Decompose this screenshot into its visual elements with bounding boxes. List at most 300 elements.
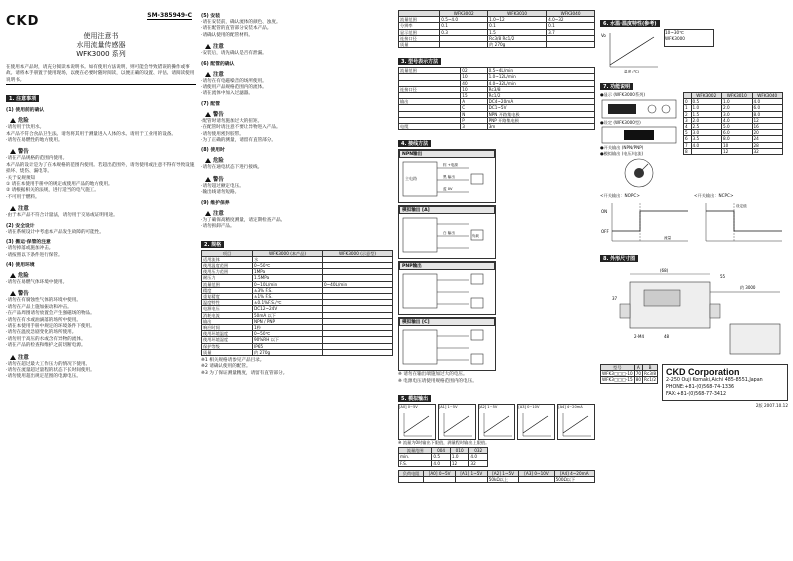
wiring-diagram bbox=[398, 205, 496, 259]
analog-chart-plot bbox=[399, 411, 434, 439]
table-cell: 0.5 bbox=[691, 99, 721, 105]
table-cell: DC4~20mA bbox=[487, 99, 594, 105]
list-item: ·请按照以下条件进行保管。 bbox=[6, 252, 63, 258]
list-item: ·请勿拆卸产品。 bbox=[201, 224, 235, 230]
full-scale-table bbox=[398, 447, 488, 467]
table-cell: 6.0 bbox=[752, 105, 783, 111]
caution-list bbox=[201, 218, 393, 231]
list-item: ·安装后，请先确认是否有泄漏。 bbox=[201, 51, 267, 57]
svg-text:(68): (68) bbox=[660, 267, 669, 273]
table-row bbox=[399, 42, 595, 48]
list-item: ·请在本使用手册中规定的环境条件下使用。 bbox=[6, 323, 95, 329]
table-header-cell: [A2] 1~5V bbox=[487, 470, 519, 476]
analog-chart bbox=[478, 404, 516, 440]
table-cell: 4.0~32 bbox=[547, 17, 595, 23]
range-table bbox=[398, 10, 595, 48]
table-cell: 02 bbox=[461, 68, 487, 74]
list-item: ·为了正确的测量，请留有直管部分。 bbox=[201, 138, 276, 144]
caution-heading: 注意 bbox=[205, 42, 393, 50]
table-cell: 流量范围 bbox=[202, 281, 253, 287]
table-cell: 28 bbox=[752, 142, 783, 148]
table-cell: 3m bbox=[487, 124, 594, 130]
table-cell: C bbox=[461, 105, 487, 111]
temp-ylabel: Vo bbox=[601, 33, 606, 38]
table-cell: 0.5 bbox=[432, 454, 451, 460]
table-cell bbox=[519, 477, 554, 483]
list-item: ·请勿在有水或油滴落的场所中使用。 bbox=[6, 317, 81, 323]
table-cell: 50kΩ以上 bbox=[487, 477, 519, 483]
subsection-heading: (4) 使用环境 bbox=[6, 262, 35, 268]
svg-text:ON: ON bbox=[601, 208, 608, 214]
column-2 bbox=[201, 10, 393, 555]
table-cell: 使用环境湿度 bbox=[202, 337, 253, 343]
install-list bbox=[201, 20, 393, 39]
table-cell: Rc1/2 bbox=[487, 93, 594, 99]
list-item: ·请勿在有腐蚀性气体的环境中使用。 bbox=[6, 298, 81, 304]
table-cell: 使用压力范围 bbox=[202, 269, 253, 275]
safety-design-list bbox=[6, 230, 196, 236]
table-cell: 响应时间 bbox=[202, 324, 253, 330]
analog-chart-title: [A4] 4~20mA bbox=[558, 405, 583, 410]
list-item: ·请勿在超过最大工作压力的情况下使用。 bbox=[6, 361, 91, 367]
svg-text:37: 37 bbox=[612, 295, 618, 301]
wiring-schematic bbox=[399, 214, 493, 258]
table-cell: 耐压力 bbox=[202, 275, 253, 281]
analog-output-line bbox=[444, 416, 469, 433]
table-cell: 0~50℃ bbox=[253, 262, 323, 268]
table-cell: 约 270g bbox=[253, 349, 323, 355]
list-item: ② 请根据相关的法规，进行适当的电气施工。 bbox=[6, 188, 99, 194]
list-item: ·请勿在易燃性的地方使用。 bbox=[6, 138, 63, 144]
warning-triangle-icon bbox=[205, 211, 211, 216]
svg-text:2-M4: 2-M4 bbox=[634, 333, 644, 339]
table-header-cell: WFK3002 bbox=[691, 93, 721, 99]
caution-list bbox=[6, 362, 196, 381]
list-item: ·请使用产品规格范围内的流体。 bbox=[201, 85, 267, 91]
warning-triangle-icon bbox=[10, 149, 16, 154]
table-cell bbox=[323, 349, 393, 355]
table-cell: 1.0 bbox=[722, 99, 752, 105]
svg-text:负载: 负载 bbox=[472, 234, 479, 239]
table-cell: 15 bbox=[461, 93, 487, 99]
setting-table bbox=[683, 92, 783, 155]
svg-text:流量: 流量 bbox=[664, 235, 672, 240]
document-title bbox=[6, 32, 196, 59]
dimension-drawing bbox=[600, 264, 786, 362]
wiring-title: 模拟输出 [A] bbox=[399, 206, 495, 214]
table-row bbox=[399, 124, 595, 130]
list-item: ·请勿在易燃气体环境中使用。 bbox=[6, 279, 68, 285]
warning-triangle-icon bbox=[205, 44, 211, 49]
list-item: 本产品不符合食品卫生法。请勿将其用于测量进入人体的水。请用于工业用的设备。 bbox=[6, 131, 176, 137]
svg-text:棕 +电源: 棕 +电源 bbox=[443, 163, 458, 168]
danger-heading: 危险 bbox=[10, 271, 196, 279]
table-header-cell: WFK3040 bbox=[547, 11, 595, 17]
analog-output-line bbox=[484, 416, 509, 433]
table-cell: 20 bbox=[752, 130, 783, 136]
table-cell: 使用温度范围 bbox=[202, 262, 253, 268]
analog-chart-title: [A1] 1~5V bbox=[438, 405, 458, 410]
warning-list bbox=[201, 119, 393, 145]
analog-output-line bbox=[523, 416, 548, 433]
svg-text:约 3000: 约 3000 bbox=[740, 284, 756, 290]
list-item: ·请勿在产品上施加振动和冲击。 bbox=[6, 304, 72, 310]
warning-triangle-icon bbox=[205, 177, 211, 182]
spec-notes bbox=[201, 358, 393, 377]
table-cell: 500Ω以下 bbox=[554, 477, 594, 483]
table-cell: 适用流体 bbox=[202, 256, 253, 262]
warning-list bbox=[6, 156, 196, 201]
table-cell: 连接口径 bbox=[399, 35, 440, 41]
subsection-heading: (7) 配管 bbox=[201, 101, 220, 107]
table-cell: WFK3□□□-10 bbox=[602, 371, 633, 377]
rotary-switch-diagram bbox=[600, 156, 678, 190]
table-cell: A bbox=[461, 99, 487, 105]
column-3 bbox=[398, 10, 595, 555]
list-item: ※ 电源电压请使用规格范围内的电压。 bbox=[398, 378, 477, 384]
table-header-row bbox=[399, 448, 488, 454]
table-header-cell: [A3] 0~10V bbox=[519, 470, 554, 476]
section-heading: 4. 接线方法 bbox=[398, 140, 431, 147]
table-cell: 90%RH 以下 bbox=[253, 337, 323, 343]
table-header-cell: 负荷电阻 bbox=[399, 470, 424, 476]
table-cell: 1.5MPa bbox=[253, 275, 323, 281]
table-header-cell: 010 bbox=[450, 448, 469, 454]
table-cell: 1.0~12L/min bbox=[487, 74, 594, 80]
warning-triangle-icon bbox=[10, 355, 16, 360]
caution-list bbox=[201, 51, 393, 57]
table-cell: 输出 bbox=[202, 318, 253, 324]
section-heading: 7. 功能说明 bbox=[600, 83, 633, 90]
table-header-cell: [A1] 1~5V bbox=[455, 470, 487, 476]
analog-output-charts bbox=[398, 404, 595, 440]
svg-text:设定值: 设定值 bbox=[736, 203, 747, 208]
table-cell: 电源电压 bbox=[202, 306, 253, 312]
table-cell: 10 bbox=[722, 142, 752, 148]
analog-note: ※ 流量为0时输出下限值，满量程时输出上限值。 bbox=[398, 439, 490, 445]
table-cell: 12 bbox=[752, 117, 783, 123]
wiring-title: PNP输出 bbox=[399, 262, 495, 270]
table-cell bbox=[424, 477, 456, 483]
wiring-schematic bbox=[399, 270, 493, 314]
table-cell: ±1% F.S. bbox=[253, 293, 323, 299]
list-item: ·不可用于燃料。 bbox=[6, 194, 40, 200]
switch-chart-ncpc: <开关输出：NCPC> 设定值 bbox=[694, 193, 784, 245]
temp-legend: 10~30℃ WFK3000 bbox=[664, 29, 714, 47]
list-item: ※ 请勿在输出端施加过大的电压。 bbox=[398, 372, 468, 378]
temperature-chart bbox=[600, 29, 788, 73]
table-row bbox=[399, 477, 595, 483]
subsection-heading: (8) 使用时 bbox=[201, 148, 225, 154]
table-cell: 8 bbox=[684, 148, 692, 154]
table-cell: 0.1 bbox=[440, 23, 488, 29]
table-cell: 4 bbox=[684, 124, 692, 130]
table-cell: 流量范围 bbox=[399, 68, 461, 74]
table-cell: 4.0 bbox=[691, 142, 721, 148]
temp-xlabel: 温度 (℃) bbox=[624, 70, 640, 73]
table-cell: F.S. bbox=[399, 460, 432, 466]
list-item: ·在产品周围请勿放置会产生强磁场的物品。 bbox=[6, 311, 95, 317]
company-name: CKD Corporation bbox=[666, 366, 740, 377]
table-cell: IP65 bbox=[253, 343, 323, 349]
list-item: ·请在安装前，确认流体的颜色、浊度。 bbox=[201, 20, 281, 25]
table-cell bbox=[547, 42, 595, 48]
wiring-schematic bbox=[399, 326, 493, 370]
table-cell: 2.5 bbox=[691, 124, 721, 130]
list-item: ·请勿使用密封胶带。 bbox=[201, 131, 244, 137]
table-cell: N bbox=[461, 111, 487, 117]
wiring-schematic bbox=[399, 158, 493, 202]
table-cell: 电缆 bbox=[399, 124, 461, 130]
table-row bbox=[601, 371, 658, 377]
table-cell bbox=[455, 477, 487, 483]
list-item: ·请勿用于高压的水或含有异物的流体。 bbox=[6, 336, 86, 342]
wiring-diagrams bbox=[398, 149, 595, 371]
table-cell: 1秒 bbox=[253, 324, 323, 330]
table-cell: DC1~5V bbox=[487, 105, 594, 111]
subsection-heading: (1) 使用前的确认 bbox=[6, 108, 45, 114]
table-header-cell: WFK3000 (示意型) bbox=[323, 250, 393, 256]
danger-heading: 危险 bbox=[205, 156, 393, 164]
table-cell bbox=[691, 148, 721, 154]
analog-chart bbox=[557, 404, 595, 440]
table-cell: 2 bbox=[684, 111, 692, 117]
table-cell: 0 bbox=[684, 99, 692, 105]
table-header-cell: B bbox=[643, 364, 658, 370]
table-cell: 3 bbox=[684, 117, 692, 123]
wiring-notes bbox=[398, 372, 595, 385]
table-header-cell: WFK3010 bbox=[488, 11, 547, 17]
list-item: ·请勿在有电磁噪音的场所使用。 bbox=[201, 78, 267, 84]
table-row bbox=[202, 349, 393, 355]
table-cell: 16 bbox=[752, 124, 783, 130]
display-panel-diagram bbox=[600, 98, 678, 120]
table-cell: 2.0 bbox=[722, 105, 752, 111]
warning-list bbox=[6, 298, 196, 349]
load-resistance-table bbox=[398, 470, 595, 483]
caution-list bbox=[6, 213, 196, 219]
table-cell: PNP 开路集电极 bbox=[487, 117, 594, 123]
table-cell: 5.0 bbox=[722, 124, 752, 130]
danger-list bbox=[6, 125, 196, 144]
ckd-logo: CKD bbox=[6, 14, 40, 29]
wiring-diagram bbox=[398, 317, 496, 371]
analog-chart bbox=[517, 404, 555, 440]
table-cell: P bbox=[461, 117, 487, 123]
table-cell: 12 bbox=[722, 148, 752, 154]
table-cell: 80 bbox=[635, 377, 642, 383]
warning-triangle-icon bbox=[205, 72, 211, 77]
title-line-1: 使用注意书 bbox=[83, 32, 119, 40]
model-code-table bbox=[398, 67, 595, 130]
svg-text:OFF: OFF bbox=[601, 228, 609, 234]
list-item: ·请在流体中加入过滤器。 bbox=[201, 91, 253, 97]
table-cell: 显示范围 bbox=[399, 29, 440, 35]
storage-list bbox=[6, 246, 196, 259]
wiring-title: NPN输出 bbox=[399, 150, 495, 158]
table-cell: min. bbox=[399, 454, 432, 460]
table-cell: 流量范围 bbox=[399, 17, 440, 23]
list-item: ·请在系统设计中考虑本产品发生故障的可能性。 bbox=[6, 229, 104, 235]
svg-text:55: 55 bbox=[720, 273, 726, 279]
subsection-heading: (2) 安全设计 bbox=[6, 223, 35, 229]
column-4 bbox=[600, 10, 788, 555]
seven-segment-diagram bbox=[600, 125, 678, 145]
table-cell: 0~50℃ bbox=[253, 331, 323, 337]
table-header-cell: [A0] 0~5V bbox=[424, 470, 456, 476]
list-item: ·请勿在流量超过量程的状态下长时间使用。 bbox=[6, 367, 95, 373]
analog-chart-title: [A0] 0~5V bbox=[399, 405, 418, 410]
analog-chart-plot bbox=[439, 411, 474, 439]
caution-heading: 注意 bbox=[205, 70, 393, 78]
analog-chart-plot bbox=[479, 411, 514, 439]
company-phone: PHONE:+81-(0)568-74-1336 bbox=[666, 384, 735, 390]
section-heading: 1. 注意事项 bbox=[6, 95, 39, 102]
table-cell: NPN / PNP bbox=[253, 318, 323, 324]
switch-chart-nopc: <开关输出：NOPC> ON OFF 流量 bbox=[600, 193, 690, 245]
svg-text:白 输出: 白 输出 bbox=[443, 231, 455, 236]
subsection-heading: (5) 安装 bbox=[201, 14, 220, 19]
section-heading: 2. 规格 bbox=[201, 241, 224, 248]
table-cell: DC12~24V bbox=[253, 306, 323, 312]
table-cell: 4.0 bbox=[752, 99, 783, 105]
table-cell: 0.5~4L/min bbox=[487, 68, 594, 74]
table-cell: 0.5~4.0 bbox=[440, 17, 488, 23]
list-item: 本产品的设计是为了在本规格的范围内使用。若超出范围外，请勿使用或注意不得有导致设施损坏、烧伤、漏电等。 bbox=[6, 162, 195, 175]
list-item: ·请勿在通电状态下进行接线。 bbox=[201, 165, 263, 171]
table-cell: 8.0 bbox=[722, 136, 752, 142]
table-cell: 2.0 bbox=[691, 117, 721, 123]
table-cell: 1.5 bbox=[691, 111, 721, 117]
table-cell: 3.0 bbox=[722, 111, 752, 117]
table-cell: 24 bbox=[752, 136, 783, 142]
table-cell: 70 bbox=[635, 371, 642, 377]
table-cell: 约 270g bbox=[488, 42, 547, 48]
table-row bbox=[684, 148, 783, 154]
function-block bbox=[600, 92, 788, 190]
table-header-cell: [A4] 4~20mA bbox=[554, 470, 594, 476]
warning-triangle-icon bbox=[10, 291, 16, 296]
table-cell: Rc3/8 bbox=[487, 86, 594, 92]
caution-heading: 注意 bbox=[10, 204, 196, 212]
table-header-row bbox=[684, 93, 783, 99]
table-cell: Rc3/8 Rc1/2 bbox=[488, 35, 547, 41]
warning-heading: 警告 bbox=[205, 110, 393, 118]
list-item: ·请勿掉落或施加冲击。 bbox=[6, 246, 54, 252]
caution-list bbox=[201, 79, 393, 98]
danger-list bbox=[201, 165, 393, 171]
list-item: ·输出线请勿短路。 bbox=[201, 190, 240, 196]
table-header-cell: WFK3040 bbox=[752, 93, 783, 99]
table-cell: Rc1/2 bbox=[644, 377, 656, 383]
analog-output-line bbox=[563, 416, 588, 433]
section-heading: 6. 水温·温度特性(参考) bbox=[600, 20, 660, 27]
analog-chart-title: [A3] 0~10V bbox=[518, 405, 540, 410]
list-item: ·请在产品的检查和维护之前切断电源。 bbox=[6, 343, 86, 349]
table-cell: ±0.1%F.S./℃ bbox=[253, 300, 323, 306]
svg-text:黑 输出: 黑 输出 bbox=[443, 175, 455, 180]
analog-chart bbox=[398, 404, 436, 440]
temperature-chart-plot bbox=[600, 29, 660, 73]
table-header-cell: 032 bbox=[469, 448, 488, 454]
subsection-heading: (9) 维护保养 bbox=[201, 200, 230, 206]
company-box bbox=[662, 364, 788, 401]
document-number: SM-385949-C bbox=[147, 12, 192, 19]
table-row bbox=[601, 377, 658, 383]
warning-triangle-icon bbox=[205, 112, 211, 117]
table-cell: 40 bbox=[461, 80, 487, 86]
table-cell: 0~40L/min bbox=[323, 281, 393, 287]
subsection-heading: (3) 搬运·保管的注意 bbox=[6, 240, 51, 246]
analog-chart-plot bbox=[558, 411, 593, 439]
list-item: ·请勿在温度急剧变化的场所使用。 bbox=[6, 330, 77, 336]
table-cell: 5 bbox=[684, 130, 692, 136]
title-line-2: 水用流量传感器 bbox=[76, 41, 126, 49]
list-item: ① 请在本使用手册中的规定或使用产品的地方使用。 bbox=[6, 182, 113, 188]
table-header-cell: WFK3002 bbox=[440, 11, 488, 17]
section-heading: 3. 型号表示方法 bbox=[398, 58, 441, 65]
footer-block bbox=[600, 364, 788, 401]
table-cell: 4.0~32L/min bbox=[487, 80, 594, 86]
spec-table bbox=[201, 250, 393, 356]
warning-triangle-icon bbox=[10, 118, 16, 123]
table-header-cell: 项目 bbox=[202, 250, 253, 256]
table-cell: 6 bbox=[684, 136, 692, 142]
table-cell: 12 bbox=[450, 460, 469, 466]
warning-triangle-icon bbox=[10, 206, 16, 211]
table-cell: 重复精度 bbox=[202, 293, 253, 299]
table-cell: WFK3□□□-15 bbox=[602, 377, 633, 383]
table-cell: 3.0 bbox=[691, 130, 721, 136]
table-cell: 输出 bbox=[399, 99, 461, 105]
table-cell: 0.3 bbox=[440, 29, 488, 35]
list-item: ·请在产品规格的范围内使用。 bbox=[6, 156, 68, 162]
svg-text:蓝 0V: 蓝 0V bbox=[443, 187, 453, 192]
table-header-row bbox=[202, 250, 393, 256]
table-cell: 10 bbox=[461, 74, 487, 80]
table-cell: 4.0 bbox=[469, 454, 488, 460]
column-1 bbox=[6, 10, 196, 555]
table-cell: 10 bbox=[461, 86, 487, 92]
table-cell: 1.0 bbox=[691, 105, 721, 111]
warning-triangle-icon bbox=[10, 273, 16, 278]
table-cell: 分辨率 bbox=[399, 23, 440, 29]
table-cell: 50mA 以下 bbox=[253, 312, 323, 318]
table-cell: 6.0 bbox=[722, 130, 752, 136]
switch-output-charts bbox=[600, 193, 788, 245]
table-cell: 质量 bbox=[399, 42, 440, 48]
warning-heading: 警告 bbox=[205, 175, 393, 183]
section-heading: 8. 外形尺寸图 bbox=[600, 255, 638, 262]
caution-heading: 注意 bbox=[205, 209, 393, 217]
table-cell: 温度特性 bbox=[202, 300, 253, 306]
table-cell: 1 bbox=[684, 105, 692, 111]
table-cell: 水 bbox=[253, 256, 323, 262]
table-cell: 1.0~12 bbox=[488, 17, 547, 23]
list-item: ·请勿超过额定电压。 bbox=[201, 183, 244, 189]
table-cell: 1.5 bbox=[488, 29, 547, 35]
table-cell: 0.1 bbox=[547, 23, 595, 29]
table-cell: 4.0 bbox=[432, 460, 451, 466]
table-cell: 4.0 bbox=[722, 117, 752, 123]
table-cell: 8.0 bbox=[752, 111, 783, 117]
list-item: ※2 请确认使用的配管。 bbox=[201, 364, 251, 370]
table-cell: 32 bbox=[469, 460, 488, 466]
analog-output-line bbox=[404, 416, 429, 433]
table-header-cell: WFK3010 bbox=[722, 93, 752, 99]
switch-chart-plot bbox=[600, 199, 690, 245]
wiring-diagram bbox=[398, 149, 496, 203]
